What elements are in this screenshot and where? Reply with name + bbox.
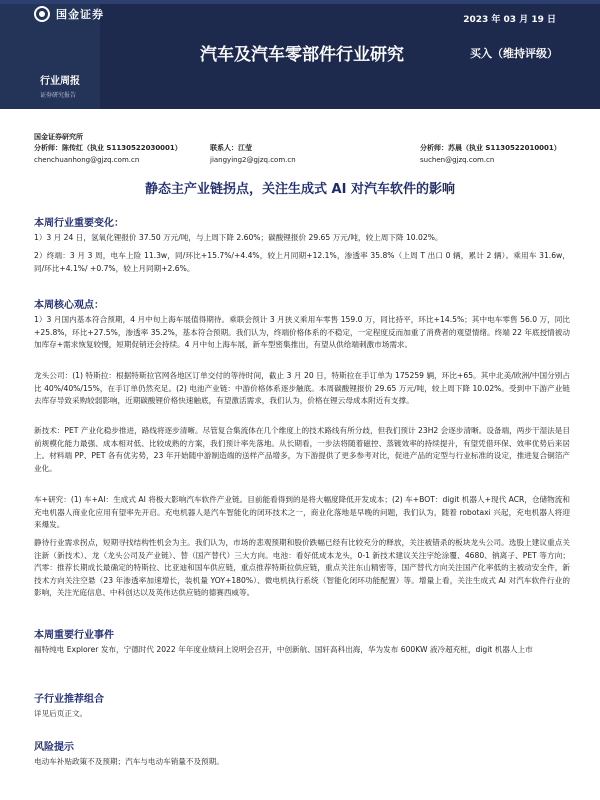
paragraph-core-4: 车+研究：(1) 车+AI：生成式 AI 将极大影响汽车软件产业链。目前能看得到的是将大幅度降低开发成本；(2) 车+BOT：digit 机器人+现代 ACR，仓储物流和充电机器人商业化应用有望率先开启。充电机器人是汽车智能化的闭环技术之一，商业化落地是早晚的问题，我们认为，随着 robotaxi 兴起，充电机器人将迎来爆发。 — [34, 495, 570, 530]
paragraph-portfolio: 详见后页正文。 — [34, 709, 88, 718]
report-title: 汽车及汽车零部件行业研究 — [200, 45, 404, 65]
report-subtype: 证券研究报告 — [40, 92, 77, 99]
report-type: 行业周报 — [40, 76, 80, 87]
paragraph-core-5: 静待行业需求拐点，短期寻找结构性机会为主。我们认为，市场的悲观预期和股价跌幅已经有比较充分的释放，关注被错杀的板块龙头公司。选股上建议重点关注新（新技术）、龙（龙头公司及产业链）、替（国产替代）三大方向。电池：看好低成本龙头，0-1 新技术建议关注宇纶涂覆、4680、钠离子、PET 等方向；汽零：推荐长期成长最确定的特斯拉、比亚迪和国车供应链，重点推荐特斯拉供应链，重点关注东山精密等，国产替代方向关注国产化率低的主被动安全件，新技术方向关注空悬（23 年渗透率加速增长，装机量 YOY+180%）、微电机执行系统（智能化闭环功能配置）等。增量上看，关注生成式 AI 对汽车软件行业的影响，关注光庭信息、中科创达以及英伟达供应链的德赛西威等。 — [34, 538, 570, 598]
paragraph-changes-1: 1）3 月 24 日，氢氧化锂报价 37.50 万元/吨，与上周下降 2.60%；碳酸锂报价 29.65 万元/吨，较上周下降 10.02%。 — [34, 233, 443, 242]
contact-person: 联系人：江莹 — [210, 144, 252, 152]
analyst-2: 分析师：苏晨（执业 S1130522010001） — [420, 144, 561, 152]
section-title-risk: 风险提示 — [34, 742, 74, 753]
header-banner — [0, 0, 600, 109]
section-title-changes: 本周行业重要变化： — [34, 218, 124, 229]
logo-icon — [34, 6, 50, 22]
paragraph-core-2: 龙头公司：(1) 特斯拉：根据特斯拉官网各地区订单交付的等待时间，截止 3 月 20 日，特斯拉在手订单为 175259 辆，环比+65。其中北美/欧洲/中国分别占比 40%/40%/15%，在手订单仍然充足。(2) 电池产业链：中游价格体系逐步触底。本周碳酸锂报价 29.65 万元/吨，较上周下降 10.02%。受到中下游产业链去库存导致采购较弱影响，近期碳酸锂价格快速触底，有望激活需求，我们认为，价格在锂云母成本附近有支撑。 — [34, 371, 570, 406]
institute-name: 国金证券研究所 — [34, 133, 83, 141]
analyst-1: 分析师：陈传红（执业 S1130522030001） — [34, 144, 182, 152]
company-logo — [34, 6, 104, 22]
company-name: 国金证券 — [56, 8, 104, 21]
paragraph-core-3: 新技术：PET 产业化稳步推进，路线将逐步清晰。尽管复合集流体在几个维度上的技术路线有所分歧，但我们预计 23H2 会逐步清晰。设备端，两步干湿法是目前规模化能力最强、成本相对低、比较成熟的方案，我们预计率先落地。从长期看，一步法将随着磁控、蒸镀效率的持续提升，有望凭借环保、效率优势后来居上。材料端 PP、PET 各有优劣势，23 年开始随中游制造端的送样产品增多，为下游提供了更多参考对比，促进产品的定型与行业标准的设定，推进复合铜箔产业化。 — [34, 426, 570, 473]
paragraph-core-1: 1）3 月国内基本符合预期，4 月中旬上海车展值得期待。乘联会预计 3 月狭义乘用车零售 159.0 万，同比持平，环比+14.5%；其中电车零售 56.0 万，同比+25.8%，环比+27.5%，渗透率 35.2%，基本符合预期。我们认为，终端价格体系的不稳定，一定程度反而加重了消费者的观望情绪。终端 22 年底授情被动加库存+需求恢复较慢，短期促销还会持续。4 月中旬上海车展，新车型密集推出，有望从供给端刺激市场需求。 — [34, 315, 570, 350]
email-3[interactable]: suchen@gjzq.com.cn — [420, 156, 495, 164]
rating-badge: 买入（维持评级） — [470, 47, 558, 60]
section-title-core-views: 本周核心观点： — [34, 300, 104, 311]
email-2[interactable]: jiangying2@gjzq.com.cn — [210, 156, 296, 164]
paragraph-risk: 电动车补贴政策不及预期；汽车与电动车销量不及预期。 — [34, 757, 224, 766]
paragraph-changes-2: 2）终端：3 月 3 周，电车上险 11.3w，同/环比+15.7%/+4.4%，较上月同期+12.1%，渗透率 35.8%（上周 T 出口 0 辆，累计 2 辆）。乘用车 31.6w，同/环比+4.1%/ +0.7%，较上月同期+2.6%。 — [34, 251, 570, 273]
section-title-portfolio: 子行业推荐组合 — [34, 694, 104, 705]
section-title-events: 本周重要行业事件 — [34, 630, 114, 641]
report-date: 2023 年 03 月 19 日 — [463, 15, 556, 25]
paragraph-events: 福特纯电 Explorer 发布，宁德时代 2022 年年度业绩问上说明会召开，中创新航、国轩高科出海，华为发布 600KW 液冷超充桩，digit 机器人上市 — [34, 645, 533, 654]
banner-ribbon — [0, 0, 600, 4]
report-headline: 静态主产业链拐点，关注生成式 AI 对汽车软件的影响 — [145, 182, 455, 197]
email-1[interactable]: chenchuanhong@gjzq.com.cn — [34, 156, 140, 164]
